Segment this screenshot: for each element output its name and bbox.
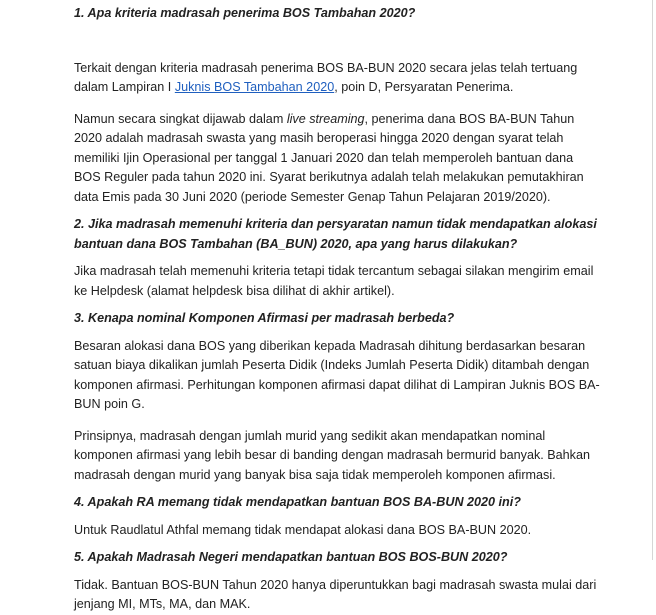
question-1-heading: 1. Apa kriteria madrasah penerima BOS Tambahan 2020? [74,6,416,20]
answer-3-paragraph-1: Besaran alokasi dana BOS yang diberikan kepada Madrasah dihitung berdasarkan besaran satuan biaya dikalikan jumlah Peserta Didik (Indeks Jumlah Peserta Didik) ditambah dengan komponen afirmasi. Perhitungan komponen afirmasi dapat dilihat di Lampiran Juknis BOS BA-BUN poin G. [74,338,600,411]
question-4-heading: 4. Apakah RA memang tidak mendapatkan bantuan BOS BA-BUN 2020 ini? [74,495,521,509]
question-2-heading: 2. Jika madrasah memenuhi kriteria dan persyaratan namun tidak mendapatkan alokasi bantuan dana BOS Tambahan (BA_BUN) 2020, apa yang harus dilakukan? [74,217,597,251]
answer-1-p2-after: , penerima dana BOS BA-BUN Tahun 2020 adalah madrasah swasta yang masih beroperasi hingga 2020 dengan syarat telah memiliki Ijin Operasional per tanggal 1 Januari 2020 dan telah memperoleh bantuan dana BOS Reguler pada tahun 2020 ini. Syarat berikutnya adalah telah melakukan pemutakhiran data Emis pada 30 Juni 2020 (periode Semester Genap Tahun Pelajaran 2019/2020). [74,111,584,204]
answer-1-paragraph-2 [74,110,602,208]
juknis-bos-tambahan-link[interactable]: Juknis BOS Tambahan 2020 [174,80,335,94]
faq-content [74,4,602,615]
answer-1-p2-before: Namun secara singkat dijawab dalam [74,111,287,126]
answer-2-paragraph: Jika madrasah telah memenuhi kriteria tetapi tidak tercantum sebagai silakan mengirim email ke Helpdesk (alamat helpdesk bisa dilihat di akhir artikel). [74,264,594,298]
answer-1-text-before-link: Terkait dengan kriteria madrasah penerima BOS BA-BUN 2020 secara jelas telah tertuang dalam Lampiran I [74,60,578,94]
answer-3-paragraph-2: Prinsipnya, madrasah dengan jumlah murid yang sedikit akan mendapatkan nominal komponen afirmasi yang lebih besar di banding dengan madrasah bermurid banyak. Bahkan madrasah dengan murid yang banyak bisa saja tidak memperoleh komponen afirmasi. [74,428,590,482]
answer-1-text-after-link: , poin D, Persyaratan Penerima. [334,80,514,94]
answer-1-paragraph-1 [74,59,602,98]
answer-5-paragraph: Tidak. Bantuan BOS-BUN Tahun 2020 hanya diperuntukkan bagi madrasah swasta mulai dari jenjang MI, MTs, MA, dan MAK. [74,577,597,611]
question-3-heading: 3. Kenapa nominal Komponen Afirmasi per madrasah berbeda? [74,311,455,325]
question-5-heading: 5. Apakah Madrasah Negeri mendapatkan bantuan BOS BOS-BUN 2020? [74,550,508,564]
answer-4-paragraph: Untuk Raudlatul Athfal memang tidak mendapat alokasi dana BOS BA-BUN 2020. [74,522,532,537]
live-streaming-emphasis: live streaming [286,111,365,126]
